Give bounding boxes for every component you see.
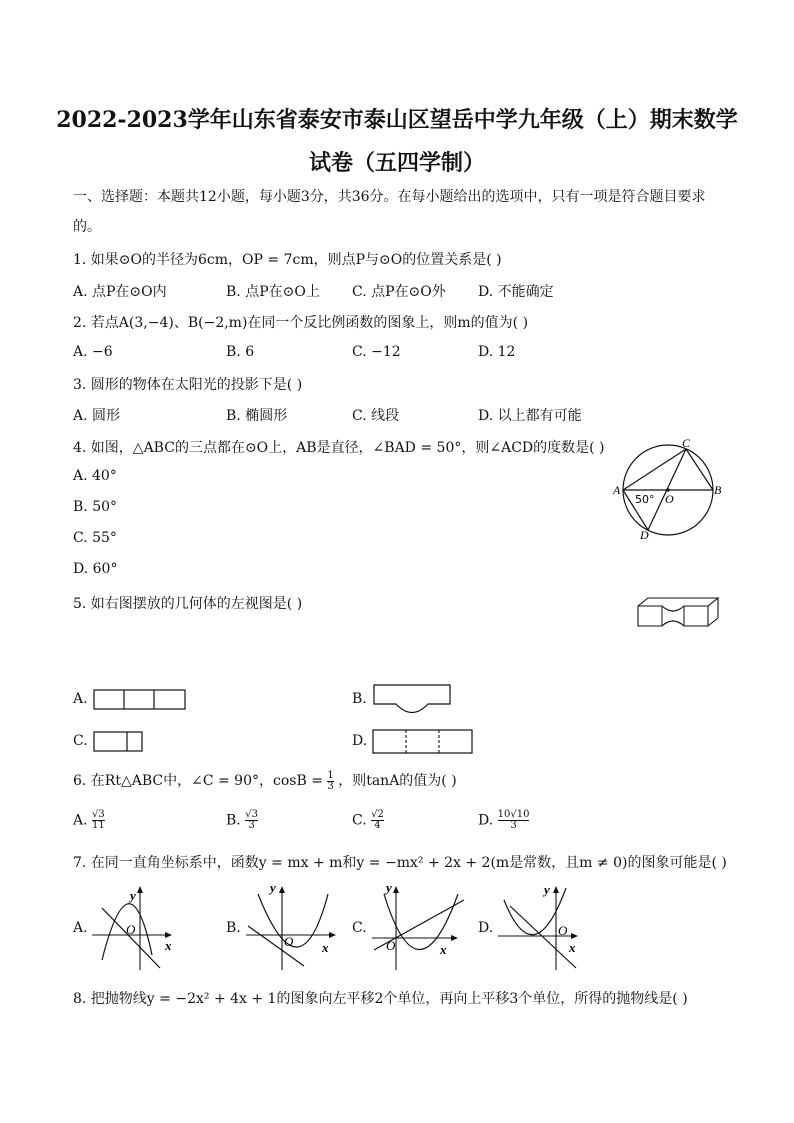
question-8-stem: 8. 把抛物线y = −2x² + 4x + 1的图象向左平移2个单位，再向上平移3个单位，所得的抛物线是( ) bbox=[73, 991, 688, 1007]
axis-origin-label: O bbox=[558, 923, 568, 938]
fraction-denominator: 3 bbox=[327, 780, 334, 792]
question-7-option-b: B. bbox=[226, 920, 241, 936]
section-header-line2: 的。 bbox=[73, 219, 101, 235]
question-7-stem: 7. 在同一直角坐标系中，函数y = mx + m和y = −mx² + 2x + 2(m是常数，且m ≠ 0)的图象可能是( ) bbox=[73, 855, 727, 871]
question-6-option-a bbox=[73, 810, 105, 831]
axis-y-label: y bbox=[386, 880, 392, 895]
question-7-option-a-graph bbox=[90, 880, 180, 972]
question-3-stem: 3. 圆形的物体在太阳光的投影下是( ) bbox=[73, 377, 303, 393]
question-5-option-d-view bbox=[372, 729, 474, 755]
question-7-option-d: D. bbox=[478, 920, 494, 936]
question-4-circle-figure bbox=[610, 435, 740, 545]
fraction-numerator: 1 bbox=[327, 769, 334, 781]
question-3-option-a: A. 圆形 bbox=[73, 408, 121, 424]
question-4-option-b: B. 50° bbox=[73, 499, 118, 515]
figure-label-d: D bbox=[640, 528, 649, 542]
figure-label-b: B bbox=[714, 483, 722, 497]
fraction-denominator: 3 bbox=[245, 820, 258, 831]
axis-y-label: y bbox=[130, 888, 136, 903]
question-6-stem bbox=[73, 770, 457, 792]
question-6-option-c bbox=[352, 810, 384, 831]
fraction-denominator: 11 bbox=[92, 820, 105, 831]
axis-origin-label: O bbox=[386, 938, 396, 953]
question-7-option-c-graph bbox=[370, 880, 470, 972]
fraction-numerator: √3 bbox=[245, 809, 258, 820]
question-5-option-d: D. bbox=[352, 733, 368, 749]
axis-origin-label: O bbox=[284, 934, 294, 949]
figure-label-a: A bbox=[613, 483, 621, 497]
question-4-option-d: D. 60° bbox=[73, 561, 118, 577]
fraction-numerator: 10√10 bbox=[497, 809, 530, 820]
question-1-stem: 1. 如果⊙O的半径为6cm，OP = 7cm，则点P与⊙O的位置关系是( ) bbox=[73, 252, 502, 268]
question-4-option-c: C. 55° bbox=[73, 530, 117, 546]
question-2-option-d: D. 12 bbox=[478, 344, 516, 360]
axis-y-label: y bbox=[270, 880, 276, 895]
question-4-stem: 4. 如图，△ABC的三点都在⊙O上，AB是直径，∠BAD = 50°，则∠ACD的度数是( ) bbox=[73, 440, 605, 456]
figure-label-o: O bbox=[665, 492, 674, 506]
question-2-option-b: B. 6 bbox=[226, 344, 255, 360]
question-6-option-d bbox=[478, 810, 529, 831]
question-6-stem-fraction bbox=[327, 771, 333, 792]
page-title-line1: 2022-2023学年山东省泰安市泰山区望岳中学九年级（上）期末数学 bbox=[56, 107, 738, 133]
question-7-option-d-graph bbox=[496, 880, 596, 972]
question-1-option-c: C. 点P在⊙O外 bbox=[352, 284, 446, 300]
question-3-option-b: B. 椭圆形 bbox=[226, 408, 288, 424]
axis-x-label: x bbox=[165, 938, 172, 953]
question-6-stem-post: ，则tanA的值为( ) bbox=[338, 773, 457, 789]
question-1-option-a: A. 点P在⊙O内 bbox=[73, 284, 167, 300]
fraction-numerator: √2 bbox=[371, 809, 384, 820]
question-5-solid-figure bbox=[636, 596, 726, 632]
axis-x-label: x bbox=[440, 942, 447, 957]
page-title-line2: 试卷（五四学制） bbox=[308, 150, 485, 176]
option-label: A. bbox=[73, 812, 88, 829]
question-7-option-b-graph bbox=[244, 880, 344, 972]
axis-origin-label: O bbox=[126, 922, 136, 937]
question-5-option-b: B. bbox=[352, 691, 367, 707]
question-3-option-d: D. 以上都有可能 bbox=[478, 408, 582, 424]
section-header-line1: 一、选择题：本题共12小题，每小题3分，共36分。在每小题给出的选项中，只有一项是符合题目要求 bbox=[73, 189, 706, 205]
question-5-option-c: C. bbox=[73, 733, 88, 749]
question-5-option-a: A. bbox=[73, 691, 88, 707]
option-label: C. bbox=[352, 812, 367, 829]
option-fraction bbox=[245, 810, 258, 831]
option-fraction bbox=[92, 810, 105, 831]
fraction-denominator: 4 bbox=[371, 820, 384, 831]
option-label: B. bbox=[226, 812, 241, 829]
axis-y-label: y bbox=[544, 882, 550, 897]
question-5-stem: 5. 如右图摆放的几何体的左视图是( ) bbox=[73, 596, 303, 612]
question-5-option-b-view bbox=[372, 683, 454, 717]
question-2-stem: 2. 若点A(3,−4)、B(−2,m)在同一个反比例函数的图象上，则m的值为( ) bbox=[73, 315, 529, 331]
fraction-numerator: √3 bbox=[92, 809, 105, 820]
question-2-option-a: A. −6 bbox=[73, 344, 113, 360]
option-fraction bbox=[498, 810, 530, 831]
figure-angle-label: 50° bbox=[635, 493, 655, 506]
option-label: D. bbox=[478, 812, 494, 829]
option-fraction bbox=[371, 810, 384, 831]
question-7-option-a: A. bbox=[73, 920, 88, 936]
question-2-option-c: C. −12 bbox=[352, 344, 401, 360]
question-6-stem-pre: 6. 在Rt△ABC中，∠C = 90°，cosB = bbox=[73, 773, 323, 789]
question-1-option-d: D. 不能确定 bbox=[478, 284, 554, 300]
question-7-option-c: C. bbox=[352, 920, 367, 936]
question-1-option-b: B. 点P在⊙O上 bbox=[226, 284, 320, 300]
question-5-option-c-view bbox=[93, 731, 145, 753]
axis-x-label: x bbox=[322, 940, 329, 955]
question-4-option-a: A. 40° bbox=[73, 468, 117, 484]
fraction-denominator: 3 bbox=[498, 820, 530, 831]
question-6-option-b bbox=[226, 810, 258, 831]
figure-label-c: C bbox=[682, 436, 691, 450]
question-3-option-c: C. 线段 bbox=[352, 408, 400, 424]
axis-x-label: x bbox=[569, 940, 576, 955]
question-5-option-a-view bbox=[93, 689, 187, 711]
